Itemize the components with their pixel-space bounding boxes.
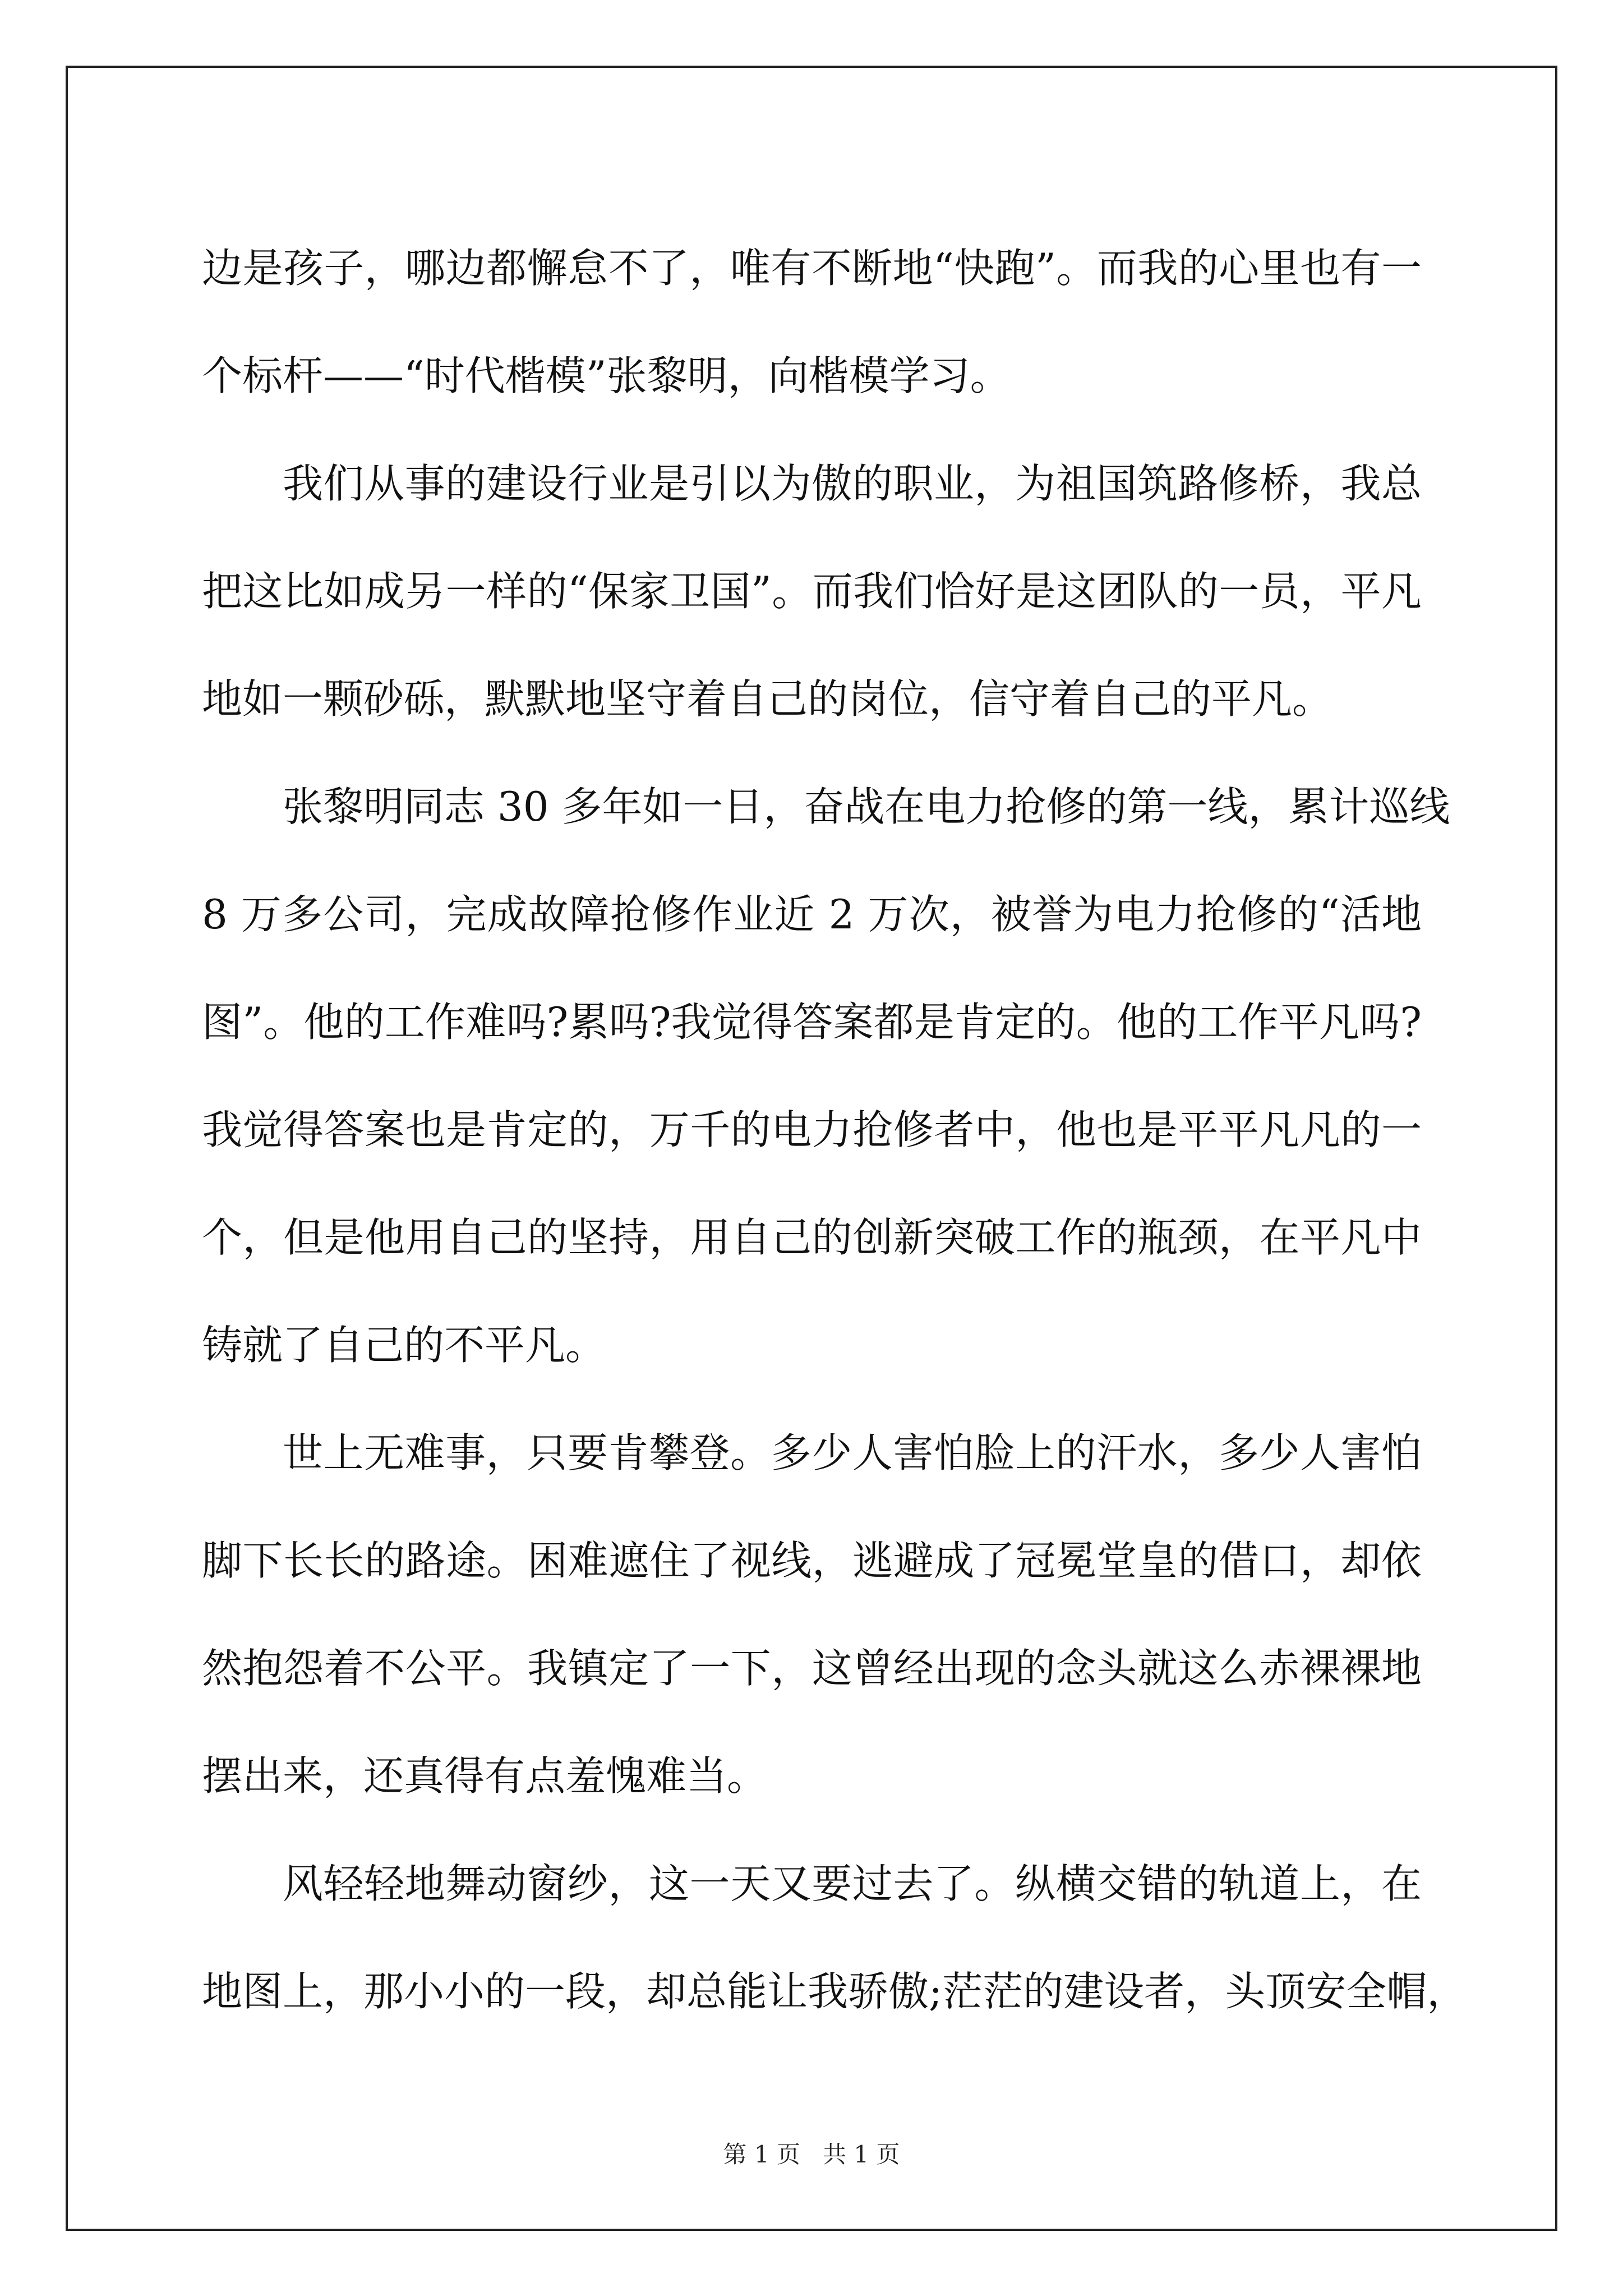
text-line: 铸就了自己的不平凡。 [202, 1322, 606, 1369]
text-line: 摆出来，还真得有点羞愧难当。 [202, 1752, 768, 1800]
text-line: 张黎明同志 30 多年如一日，奋战在电力抢修的第一线，累计巡线 [283, 783, 1450, 830]
text-line: 脚下长长的路途。困难遮住了视线，逃避成了冠冕堂皇的借口，却依 [202, 1537, 1422, 1584]
text-line: 我们从事的建设行业是引以为傲的职业，为祖国筑路修桥，我总 [283, 460, 1422, 507]
text-line: 我觉得答案也是肯定的，万千的电力抢修者中，他也是平平凡凡的一 [202, 1106, 1422, 1153]
text-line: 地图上，那小小的一段，却总能让我骄傲;茫茫的建设者，头顶安全帽， [202, 1968, 1468, 2015]
text-line: 风轻轻地舞动窗纱，这一天又要过去了。纵横交错的轨道上，在 [283, 1860, 1422, 1907]
text-line: 边是孩子，哪边都懈怠不了，唯有不断地“快跑”。而我的心里也有一 [202, 245, 1422, 292]
page-number-footer: 第 1 页 共 1 页 [723, 2141, 900, 2168]
text-line: 个标杆——“时代楷模”张黎明，向楷模学习。 [202, 352, 1011, 399]
text-line: 地如一颗砂砾，默默地坚守着自己的岗位，信守着自己的平凡。 [202, 675, 1333, 723]
text-line: 把这比如成另一样的“保家卫国”。而我们恰好是这团队的一员，平凡 [202, 568, 1422, 615]
text-line: 8 万多公司，完成故障抢修作业近 2 万次，被誉为电力抢修的“活地 [202, 891, 1422, 938]
text-line: 个，但是他用自己的坚持，用自己的创新突破工作的瓶颈，在平凡中 [202, 1214, 1422, 1261]
text-line: 图”。他的工作难吗?累吗?我觉得答案都是肯定的。他的工作平凡吗? [202, 999, 1422, 1046]
text-line: 世上无难事，只要肯攀登。多少人害怕脸上的汗水，多少人害怕 [283, 1429, 1422, 1476]
text-line: 然抱怨着不公平。我镇定了一下，这曾经出现的念头就这么赤裸裸地 [202, 1645, 1422, 1692]
